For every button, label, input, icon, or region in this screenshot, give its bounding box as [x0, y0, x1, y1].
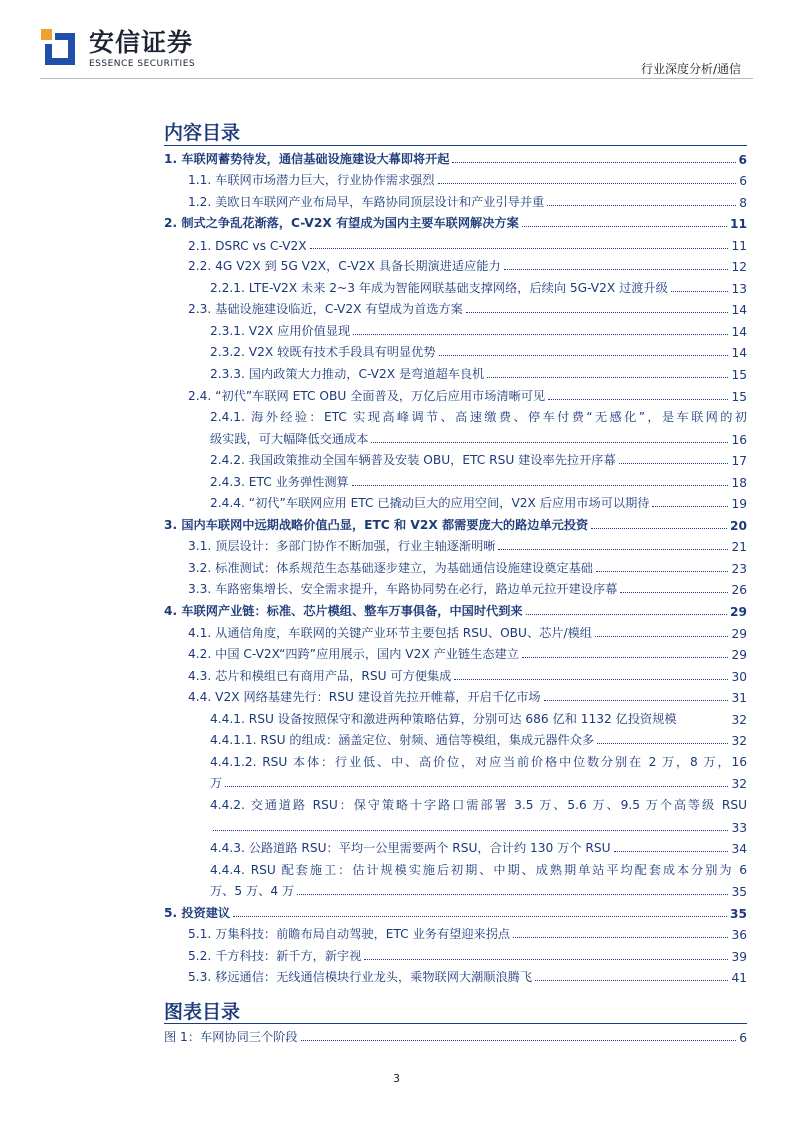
toc-entry-text: 3.3. 车路密集增长、安全需求提升，车路协同势在必行，路边单元拉开建设序幕 [188, 582, 618, 597]
toc-entry-page: 8 [739, 195, 747, 210]
toc-entry-text: 4.2. 中国 C-V2X“四跨”应用展示，国内 V2X 产业链生态建立 [188, 647, 519, 662]
toc-leader [547, 205, 736, 206]
toc-entry[interactable] [164, 511, 747, 533]
toc-entry[interactable] [164, 167, 747, 189]
toc-leader [513, 937, 728, 938]
logo-mark-icon [41, 29, 79, 69]
toc-leader [522, 657, 729, 658]
toc-entry-text: 4. 车联网产业链：标准、芯片模组、整车万事俱备，中国时代到来 [164, 604, 523, 619]
figures-title: 图表目录 [164, 1001, 241, 1023]
toc-entry-text: 4.4.2. 交通道路 RSU：保守策略十字路口需部署 3.5 万、5.6 万、9.5 万个高等级 RSU [210, 797, 747, 812]
toc-entry-page: 17 [731, 454, 747, 469]
toc-entry-page: 23 [731, 561, 747, 576]
toc-entry-page: 14 [731, 324, 747, 339]
toc-entry-page: 12 [731, 260, 747, 275]
toc-entry[interactable] [164, 684, 747, 706]
company-name-cn: 安信证券 [89, 28, 194, 57]
toc-entry-text: 3.2. 标准测试：体系规范生态基础逐步建立，为基础通信设施建设奠定基础 [188, 560, 593, 575]
toc-entry-text: 2.4.3. ETC 业务弹性测算 [210, 474, 349, 489]
toc-entry[interactable] [164, 705, 747, 727]
company-name-en: ESSENCE SECURITIES [89, 59, 196, 69]
toc-entry[interactable] [164, 210, 747, 232]
toc-entry-page: 32 [731, 734, 747, 749]
toc-entry-text: 2.3.1. V2X 应用价值显现 [210, 323, 351, 338]
toc-leader [522, 226, 727, 227]
toc-entry-page: 19 [731, 497, 747, 512]
toc-entry[interactable] [164, 360, 747, 382]
toc-leader [535, 980, 728, 981]
toc-leader [233, 916, 727, 917]
toc-entry-page: 32 [731, 712, 747, 727]
toc-entry-text: 2.4. “初代”车联网 ETC OBU 全面普及，万亿后应用市场清晰可见 [188, 388, 546, 403]
toc-leader [439, 355, 729, 356]
company-logo [41, 29, 195, 69]
figure-leader [301, 1040, 737, 1041]
toc-leader [595, 636, 729, 637]
toc-entry[interactable] [164, 727, 747, 749]
toc-leader [620, 592, 728, 593]
toc-entry-text: 1.1. 车联网市场潜力巨大，行业协作需求强烈 [188, 173, 435, 188]
toc-leader [597, 743, 728, 744]
toc-entry-text: 4.4.1.1. RSU 的组成：涵盖定位、射频、通信等模组，集成元器件众多 [210, 733, 595, 748]
toc-entry-page: 6 [739, 174, 747, 189]
toc-entry[interactable] [164, 554, 747, 576]
toc-entry-page: 29 [730, 605, 747, 620]
toc-entry-page: 30 [731, 669, 747, 684]
toc-entry-text: 5.2. 千方科技：新千方，新宇视 [188, 948, 362, 963]
report-category: 行业深度分析/通信 [640, 62, 741, 76]
toc-leader [614, 851, 729, 852]
toc-entry-text: 5. 投资建议 [164, 905, 231, 920]
toc-entry-page: 39 [731, 949, 747, 964]
toc-leader [454, 679, 728, 680]
toc-leader [353, 334, 728, 335]
toc-entry-text: 2.4.1. 海外经验：ETC 实现高峰调节、高速缴费、停车付费“无感化”，是车联网的初 [210, 410, 747, 425]
toc-entry-text: 级实践，可大幅降低交通成本 [210, 431, 369, 446]
toc-entry-page: 13 [731, 281, 747, 296]
toc-entry-page: 15 [731, 368, 747, 383]
toc-entry-text: 4.1. 从通信角度，车联网的关键产业环节主要包括 RSU、OBU、芯片/模组 [188, 625, 592, 640]
figures-title-rule [164, 1023, 747, 1024]
toc-leader [596, 571, 729, 572]
toc-entry-text: 2.4.2. 我国政策推动全国车辆普及安装 OBU，ETC RSU 建设率先拉开序幕 [210, 453, 616, 468]
toc-leader [504, 269, 729, 270]
toc-leader [487, 377, 728, 378]
toc-entry-text: 3. 国内车联网中远期战略价值凸显，ETC 和 V2X 都需要庞大的路边单元投资 [164, 517, 589, 532]
toc-leader [352, 485, 729, 486]
toc-entry-page: 11 [731, 238, 747, 253]
toc-entry-page: 20 [730, 518, 747, 533]
figure-entry[interactable] [164, 1028, 747, 1045]
toc-entry-page: 31 [731, 691, 747, 706]
toc-entry-text: 3.1. 顶层设计：多部门协作不断加强，行业主轴逐渐明晰 [188, 539, 496, 554]
toc-entry[interactable] [164, 382, 747, 404]
toc-entry-text: 万、5 万、4 万 [210, 884, 295, 899]
toc-leader [310, 248, 729, 249]
header-divider [40, 78, 753, 79]
toc-entry[interactable] [164, 468, 747, 490]
toc-entry[interactable] [164, 813, 747, 835]
figure-entry-page: 6 [739, 1031, 747, 1045]
toc-entry[interactable] [164, 296, 747, 318]
toc-entry-text: 2.1. DSRC vs C-V2X [188, 238, 307, 253]
toc-entry-text: 5.3. 移远通信：无线通信模块行业龙头，乘物联网大潮顺浪腾飞 [188, 970, 533, 985]
toc-entry[interactable] [164, 339, 747, 361]
toc-entry[interactable] [164, 964, 747, 986]
toc-entry-text: 2.3. 基础设施建设临近，C-V2X 有望成为首选方案 [188, 302, 463, 317]
toc-entry-text: 4.4.3. 公路道路 RSU：平均一公里需要两个 RSU，合计约 130 万个 RSU [210, 841, 611, 856]
toc-entry[interactable] [164, 899, 747, 921]
figure-entry-text: 图 1：车网协同三个阶段 [164, 1030, 298, 1044]
toc-leader [213, 830, 728, 831]
toc-entry-text: 4.4.4. RSU 配套施工：估计规模实施后初期、中期、成熟期单站平均配套成本分别为 6 [210, 862, 747, 877]
toc-entry-text: 2.2. 4G V2X 到 5G V2X，C-V2X 具备长期演进适应能力 [188, 259, 501, 274]
toc-entry[interactable] [164, 253, 747, 275]
toc-leader [544, 700, 729, 701]
toc-leader [438, 183, 737, 184]
page-number: 3 [393, 1072, 400, 1085]
toc-leader [652, 506, 728, 507]
toc-entry-page: 36 [731, 928, 747, 943]
toc-entry-page: 29 [731, 648, 747, 663]
toc-entry-text: 1. 车联网蓄势待发，通信基础设施建设大幕即将开起 [164, 151, 450, 166]
toc-entry[interactable] [164, 576, 747, 598]
toc-entry-page: 6 [738, 152, 747, 167]
toc-entry-page: 11 [730, 217, 747, 232]
toc-entry[interactable] [164, 641, 747, 663]
toc-entry-page: 14 [731, 303, 747, 318]
toc-entry[interactable] [164, 748, 747, 770]
toc-entry[interactable] [164, 188, 747, 210]
toc-entry-page: 41 [731, 971, 747, 986]
toc-entry[interactable] [164, 317, 747, 339]
toc-entry-page: 35 [730, 906, 747, 921]
toc-entry[interactable] [164, 878, 747, 900]
toc-entry[interactable] [164, 791, 747, 813]
toc-entry-page: 34 [731, 842, 747, 857]
toc-entry-text: 4.4.1.2. RSU 本体：行业低、中、高价位，对应当前价格中位数分别在 2 万，8 万，16 [210, 754, 747, 769]
toc-leader [591, 528, 727, 529]
toc-title: 内容目录 [164, 122, 241, 144]
toc-leader [498, 549, 728, 550]
toc-entry[interactable] [164, 921, 747, 943]
toc-leader [297, 894, 728, 895]
toc-entry-text: 2.3.3. 国内政策大力推动，C-V2X 是弯道超车良机 [210, 367, 485, 382]
toc-entry[interactable] [164, 942, 747, 964]
toc-entry[interactable] [164, 274, 747, 296]
toc-entry-text: 4.4.1. RSU 设备按照保守和激进两种策略估算，分别可达 686 亿和 1132 亿投资规模 [210, 711, 677, 726]
toc-leader [671, 291, 729, 292]
toc-leader [466, 312, 729, 313]
toc-entry-page: 21 [731, 540, 747, 555]
toc-entry[interactable] [164, 597, 747, 619]
toc-leader [364, 959, 728, 960]
toc-leader [619, 463, 729, 464]
toc-entry[interactable] [164, 533, 747, 555]
toc-entry-text: 2. 制式之争乱花渐落，C-V2X 有望成为国内主要车联网解决方案 [164, 216, 519, 231]
toc-entry-text: 2.2.1. LTE-V2X 未来 2~3 年成为智能网联基础支撑网络，后续向 5G-V2X 过渡升级 [210, 280, 668, 295]
toc-entry-page: 29 [731, 626, 747, 641]
toc-entry-page: 14 [731, 346, 747, 361]
toc-leader [548, 399, 728, 400]
toc-leader [225, 786, 728, 787]
toc-entry[interactable] [164, 619, 747, 641]
toc-entry-text: 2.4.4. “初代”车联网应用 ETC 已撬动巨大的应用空间，V2X 后应用市场可以期待 [210, 496, 650, 511]
toc-leader [526, 614, 727, 615]
toc-entry[interactable] [164, 145, 747, 167]
toc-entry-text: 4.3. 芯片和模组已有商用产品，RSU 可方便集成 [188, 668, 452, 683]
toc-entry[interactable] [164, 447, 747, 469]
toc-entry-text: 1.2. 美欧日车联网产业布局早，车路协同顶层设计和产业引导并重 [188, 194, 545, 209]
toc-entry-page: 35 [731, 885, 747, 900]
toc-entry[interactable] [164, 490, 747, 512]
toc-entry-text: 万 [210, 776, 223, 791]
toc-entry-page: 33 [731, 820, 747, 835]
toc-entry-text: 5.1. 万集科技：前瞻布局自动驾驶，ETC 业务有望迎来拐点 [188, 927, 511, 942]
toc-entry-page: 26 [731, 583, 747, 598]
toc-entry-page: 18 [731, 475, 747, 490]
toc-entry[interactable] [164, 425, 747, 447]
toc-entry[interactable] [164, 231, 747, 253]
toc-entry-text: 2.3.2. V2X 较既有技术手段具有明显优势 [210, 345, 436, 360]
toc-entry-text: 4.4. V2X 网络基建先行：RSU 建设首先拉开帷幕，开启千亿市场 [188, 690, 541, 705]
toc-leader [371, 442, 728, 443]
toc-entry-page: 16 [731, 432, 747, 447]
toc-list [164, 145, 747, 985]
toc-entry[interactable] [164, 404, 747, 426]
toc-leader [452, 162, 735, 163]
toc-entry-page: 32 [731, 777, 747, 792]
toc-entry[interactable] [164, 856, 747, 878]
toc-entry-page: 15 [731, 389, 747, 404]
toc-entry[interactable] [164, 662, 747, 684]
toc-entry[interactable] [164, 835, 747, 857]
toc-entry[interactable] [164, 770, 747, 792]
